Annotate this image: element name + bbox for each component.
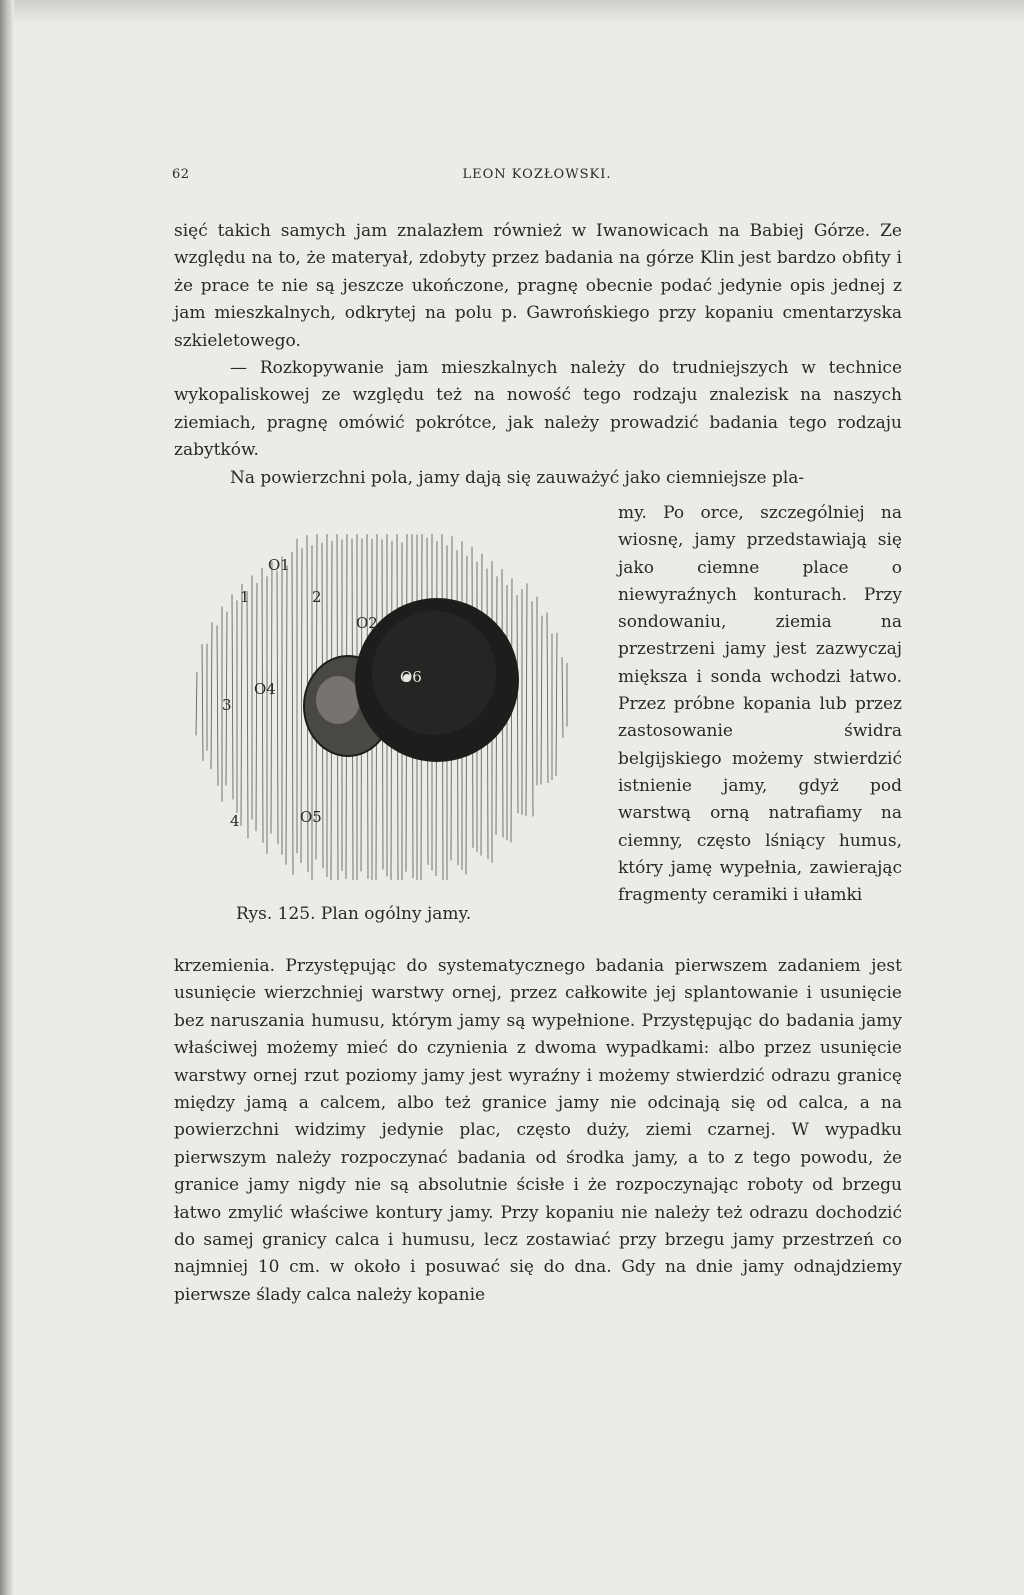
page-header	[172, 167, 902, 189]
page-binding-edge	[0, 0, 14, 1595]
hatch-line	[217, 626, 218, 786]
figure-label: O5	[300, 808, 322, 826]
paragraph: krzemienia. Przystępując do systematycznego badania pierwszem zadaniem jest usunięcie wierzchniej warstwy ornej, przez całkowite jej splantowanie i usunięcie bez naruszania humusu, którym jamy są wypełnione. Przystępując do badania jamy właściwej możemy mieć do czynienia z dwoma wypadkami: albo przez usunięcie warstwy ornej rzut poziomy jamy jest wyraźny i możemy stwierdzić odrazu granicę między jamą a calcem, albo też granice jamy nie odcinają się od calca, a na powierzchni widzimy jedynie plac, często duży, ziemi czarnej. W wypadku pierwszym należy rozpoczynać badania od środka jamy, a to z tego powodu, że granice jamy nigdy nie są absolutnie ścisłe i że rozpoczynając roboty od brzegu łatwo zmylić właściwe kontury jamy. Przy kopaniu nie należy też odrazu dochodzić do samej granicy calca i humusu, lecz zostawiać przy brzegu jamy przestrzeń co najmniej 10 cm. w około i posuwać się do dna. Gdy na dnie jamy odnajdziemy pierwsze ślady calca należy kopanie	[174, 956, 902, 1305]
hatch-line	[292, 552, 293, 875]
figure-label: O1	[268, 556, 290, 574]
top-text	[174, 218, 902, 492]
hatch-line	[202, 644, 203, 761]
pit-plan-drawing	[182, 530, 612, 920]
hatch-line	[541, 616, 542, 785]
running-title: LEON KOZŁOWSKI.	[462, 167, 612, 182]
figure-label: O6	[400, 668, 422, 686]
hatch-line	[256, 583, 257, 831]
hatch-line	[286, 566, 287, 865]
hatch-line	[232, 594, 233, 799]
hatch-line	[562, 657, 563, 738]
figure-label: 2	[312, 588, 322, 606]
hatch-line	[196, 672, 197, 736]
figure-caption: Rys. 125. Plan ogólny jamy.	[236, 904, 472, 924]
figure-label: O4	[254, 680, 276, 698]
figure-label: 4	[230, 812, 240, 830]
figure-label: 3	[222, 696, 232, 714]
figure-label: 1	[240, 588, 250, 606]
hatch-line	[247, 591, 248, 838]
page-number: 62	[172, 167, 190, 182]
paragraph: — Rozkopywanie jam mieszkalnych należy do trudniejszych w technice wykopaliskowej ze względu też na nowość tego rodzaju znalezisk na naszych ziemiach, pragnę omówić pokrótce, jak należy prowadzić badania tego rodzaju zabytków.	[174, 358, 902, 461]
side-column-text	[618, 500, 902, 909]
pit-plan-figure	[182, 530, 612, 920]
paragraph: sięć takich samych jam znalazłem również w Iwanowicach na Babiej Górze. Ze względu na to, że materyał, zdobyty przez badania na górze Klin jest bardzo obfity i że prace te nie są jeszcze ukończone, pragnę obecnie podać jedynie opis jednej z jam mieszkalnych, odkrytej na polu p. Gawrońskiego przy kopaniu cmentarzyska szkieletowego.	[174, 221, 902, 351]
paragraph: Na powierzchni pola, jamy dają się zauważyć jako ciemniejsze pla-	[230, 467, 805, 488]
figure-label: O2	[356, 614, 378, 632]
hatch-line	[277, 571, 278, 845]
hatch-line	[211, 622, 212, 769]
hatch-line	[517, 595, 518, 813]
hatch-line	[547, 613, 548, 783]
hatch-line	[556, 633, 557, 776]
bottom-text	[174, 953, 902, 1309]
page-top-edge	[14, 0, 1024, 24]
hatch-line	[262, 568, 263, 843]
main-pit-inner	[372, 611, 496, 735]
hatch-line	[241, 584, 242, 826]
hatch-line	[532, 601, 533, 816]
small-pit-highlight	[316, 676, 360, 724]
hatch-line	[526, 583, 527, 816]
side-paragraph: my. Po orce, szczególniej na wiosnę, jamy przedstawiają się jako ciemne place o niewyraźnych konturach. Przy sondowaniu, ziemia na przestrzeni jamy jest zazwyczaj miększa i sonda wchodzi łatwo. Przez próbne kopania lub przez zastosowanie świdra belgijskiego możemy stwierdzić istnienie jamy, gdyż pod warstwą orną natrafiamy na ciemny, często lśniący humus, który jamę wypełnia, zawierając fragmenty ceramiki i ułamki	[618, 503, 902, 906]
